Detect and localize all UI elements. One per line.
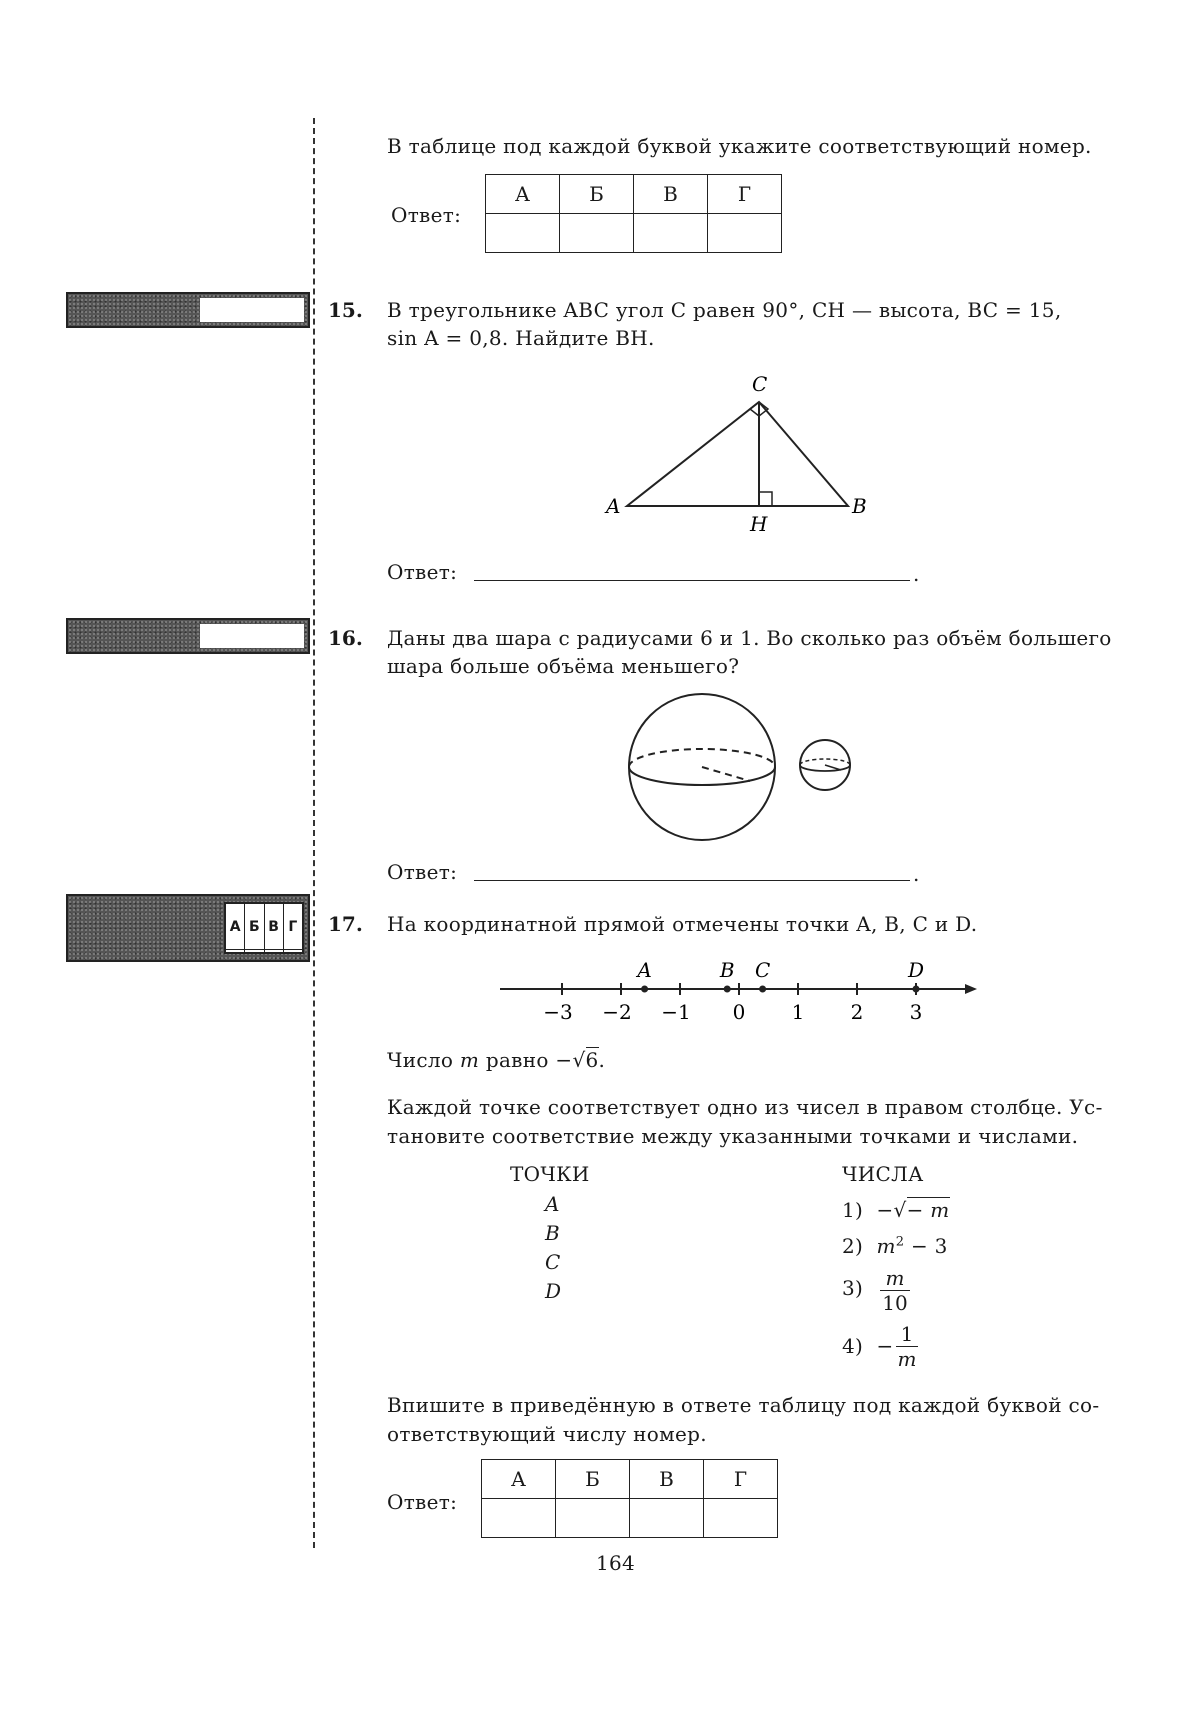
- top-instruction: В таблице под каждой буквой укажите соответствующий номер.: [387, 134, 1092, 158]
- option-sign: −: [876, 1198, 894, 1222]
- answer-table-top[interactable]: [485, 174, 782, 253]
- fraction-bottom: 10: [882, 1291, 908, 1315]
- score-grid-letter: Г: [283, 904, 302, 950]
- option-exponent: 2: [895, 1234, 905, 1250]
- score-grid-letter: А: [226, 904, 245, 950]
- axis-tick-label: 2: [850, 1000, 864, 1024]
- score-grid-cell[interactable]: [226, 950, 245, 953]
- axis-point: [641, 986, 648, 993]
- answer-dot: .: [913, 562, 920, 586]
- table-header: В: [634, 175, 708, 214]
- m-line-end: .: [598, 1048, 606, 1072]
- option-number: 1): [842, 1198, 864, 1222]
- axis-point: [724, 986, 731, 993]
- spheres-figure: [620, 688, 860, 848]
- triangle-figure: [600, 365, 880, 540]
- cut-line: [313, 118, 315, 1548]
- score-box-15: [66, 292, 310, 328]
- answer-cell[interactable]: [482, 1499, 556, 1538]
- option-3: [842, 1276, 863, 1300]
- table-header: А: [486, 175, 560, 214]
- axis-tick-labels: [543, 1000, 922, 1024]
- answer-label: Ответ:: [391, 203, 462, 227]
- option-number: 4): [842, 1334, 864, 1358]
- table-header: Б: [560, 175, 634, 214]
- m-symbol: m: [459, 1048, 480, 1072]
- score-field[interactable]: [200, 624, 304, 648]
- option-rest: − 3: [904, 1234, 948, 1258]
- answer-cell[interactable]: [708, 214, 782, 253]
- number-line: [495, 955, 985, 1025]
- para2-line1: Впишите в приведённую в ответе таблицу под каждой буквой со-: [387, 1393, 1100, 1417]
- option-2: [842, 1234, 948, 1258]
- page-number: 164: [596, 1551, 636, 1575]
- axis-point: [759, 986, 766, 993]
- answer-line-15[interactable]: [474, 580, 910, 581]
- label-c: C: [752, 372, 768, 396]
- small-sphere-equator-front: [800, 765, 850, 771]
- table-header: В: [630, 1460, 704, 1499]
- answer-cell[interactable]: [556, 1499, 630, 1538]
- axis-tick-label: 0: [732, 1000, 746, 1024]
- para1-line2: тановите соответствие между указанными точками и числами.: [387, 1124, 1079, 1148]
- axis-point-label: D: [907, 958, 925, 982]
- axis-arrow: [965, 984, 977, 994]
- score-grid-letter: Б: [245, 904, 264, 950]
- m-value-radicand: 6: [585, 1048, 599, 1072]
- answer-label: Ответ:: [387, 560, 458, 584]
- point-item: B: [545, 1221, 560, 1245]
- answer-cell[interactable]: [630, 1499, 704, 1538]
- option-number: 2): [842, 1234, 864, 1258]
- option-4: [842, 1334, 894, 1358]
- axis-point-label: B: [719, 958, 735, 982]
- score-grid[interactable]: [224, 902, 304, 954]
- task-number: 16.: [328, 626, 363, 650]
- para1-line1: Каждой точке соответствует одно из чисел в правом столбце. Ус-: [387, 1095, 1103, 1119]
- fraction-bottom: m: [897, 1347, 917, 1371]
- small-sphere-equator-back: [800, 759, 850, 765]
- axis-point-labels: [635, 958, 924, 982]
- big-sphere-equator-back: [629, 749, 775, 767]
- label-a: A: [606, 494, 621, 518]
- label-b: B: [852, 494, 867, 518]
- score-grid-cell[interactable]: [245, 950, 264, 953]
- m-value-line: [387, 1048, 605, 1072]
- task-number: 17.: [328, 912, 363, 936]
- sqrt-icon: √: [893, 1198, 907, 1222]
- task-number: 15.: [328, 298, 363, 322]
- numbers-header: ЧИСЛА: [842, 1162, 924, 1186]
- score-box-17: [66, 894, 310, 962]
- answer-cell[interactable]: [634, 214, 708, 253]
- answer-cell[interactable]: [560, 214, 634, 253]
- task16-text-line2: шара больше объёма меньшего?: [387, 654, 740, 678]
- answer-cell[interactable]: [486, 214, 560, 253]
- answer-dot: .: [913, 862, 920, 886]
- fraction-3: [880, 1266, 910, 1315]
- axis-point-label: A: [637, 958, 652, 982]
- axis-point-label: C: [754, 958, 771, 982]
- sqrt-icon: √: [572, 1048, 586, 1072]
- answer-label: Ответ:: [387, 860, 458, 884]
- table-header: А: [482, 1460, 556, 1499]
- task16-text-line1: Даны два шара с радиусами 6 и 1. Во сколько раз объём большего: [387, 626, 1112, 650]
- score-grid-letter: В: [264, 904, 283, 950]
- option-1: [842, 1198, 950, 1222]
- fraction-top: 1: [896, 1322, 918, 1347]
- point-item: A: [545, 1192, 560, 1216]
- small-sphere-radius: [825, 765, 841, 770]
- option-number: 3): [842, 1276, 864, 1300]
- fraction-top: m: [880, 1266, 910, 1291]
- triangle-abc: [627, 402, 848, 506]
- answer-cell[interactable]: [704, 1499, 778, 1538]
- axis-tick-label: −2: [602, 1000, 632, 1024]
- big-sphere-equator-front: [629, 767, 775, 785]
- table-header: Б: [556, 1460, 630, 1499]
- m-value-sign: −: [555, 1048, 573, 1072]
- option-radicand: − m: [906, 1198, 950, 1222]
- m-line-prefix: Число: [387, 1048, 454, 1072]
- task15-text-line2: sin A = 0,8. Найдите BH.: [387, 326, 655, 350]
- point-item: C: [545, 1250, 561, 1274]
- big-sphere-radius: [702, 767, 750, 781]
- score-grid-cell[interactable]: [283, 950, 302, 953]
- m-line-mid: равно: [485, 1048, 549, 1072]
- axis-point: [913, 986, 920, 993]
- axis-tick-label: −1: [661, 1000, 691, 1024]
- table-header: Г: [708, 175, 782, 214]
- axis-tick-label: 3: [909, 1000, 923, 1024]
- score-box-16: [66, 618, 310, 654]
- fraction-4: [896, 1322, 918, 1371]
- score-grid-cell[interactable]: [264, 950, 283, 953]
- option-base: m: [876, 1234, 896, 1258]
- answer-line-16[interactable]: [474, 880, 910, 881]
- option-sign: −: [876, 1334, 894, 1358]
- para2-line2: ответствующий числу номер.: [387, 1422, 707, 1446]
- task15-text-line1: В треугольнике ABC угол C равен 90°, CH — высота, BC = 15,: [387, 298, 1062, 322]
- point-item: D: [545, 1279, 562, 1303]
- task17-intro: На координатной прямой отмечены точки A, B, C и D.: [387, 912, 978, 936]
- axis-tick-label: −3: [543, 1000, 573, 1024]
- answer-table-17[interactable]: [481, 1459, 778, 1538]
- axis-tick-label: 1: [791, 1000, 805, 1024]
- answer-label: Ответ:: [387, 1490, 458, 1514]
- table-header: Г: [704, 1460, 778, 1499]
- points-header: ТОЧКИ: [510, 1162, 590, 1186]
- label-h: H: [750, 512, 768, 536]
- score-field[interactable]: [200, 298, 304, 322]
- right-angle-mark-h: [759, 492, 772, 506]
